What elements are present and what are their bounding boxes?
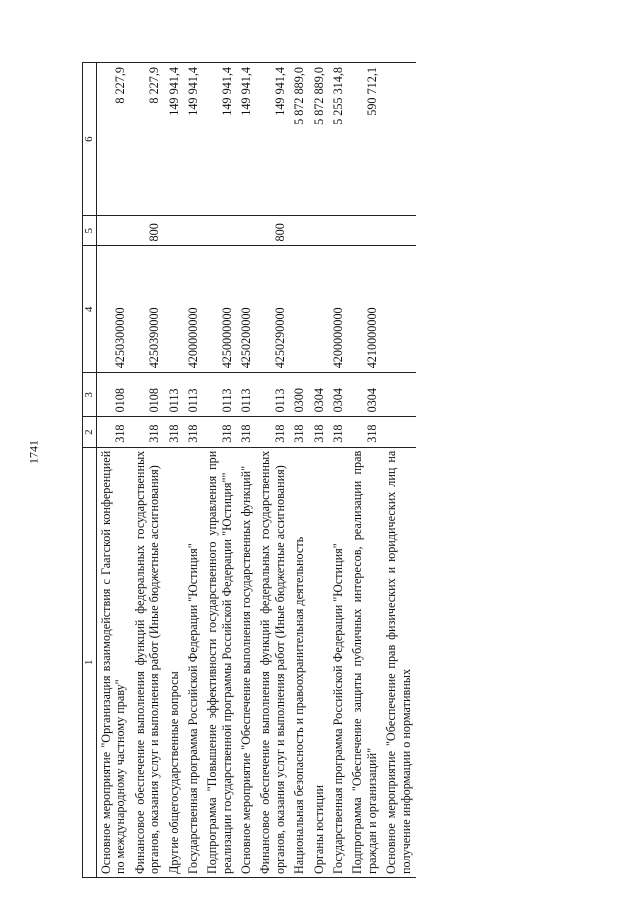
row-target: 4250000000 — [203, 246, 237, 373]
row-code: 318 — [256, 417, 290, 447]
row-amount: 590 712,1 — [348, 63, 382, 216]
row-type — [237, 216, 256, 246]
col-header-5: 5 — [83, 216, 97, 246]
row-name: Государственная программа Российской Федерации "Юстиция" — [329, 447, 348, 877]
row-section: 0113 — [165, 373, 184, 417]
row-target — [165, 246, 184, 373]
row-section: 0108 — [96, 373, 130, 417]
row-amount: 149 941,4 — [237, 63, 256, 216]
budget-table — [82, 62, 416, 878]
row-section: 0304 — [348, 373, 382, 417]
row-amount — [382, 63, 416, 216]
col-header-6: 6 — [83, 63, 97, 216]
row-code: 318 — [96, 417, 130, 447]
table-row — [348, 63, 382, 878]
budget-table-rotated — [82, 62, 580, 878]
row-type — [184, 216, 203, 246]
row-type: 800 — [256, 216, 290, 246]
row-name: Подпрограмма "Обеспечение защиты публичных интересов, реализации прав граждан и организаций" — [348, 447, 382, 877]
row-target: 4250390000 — [131, 246, 165, 373]
row-name: Национальная безопасность и правоохранительная деятельность — [290, 447, 309, 877]
row-name: Государственная программа Российской Федерации "Юстиция" — [184, 447, 203, 877]
row-name: Основное мероприятие "Обеспечение выполнения государственных функций" — [237, 447, 256, 877]
table-row — [329, 63, 348, 878]
row-type — [165, 216, 184, 246]
table-row — [382, 63, 416, 878]
row-code: 318 — [310, 417, 329, 447]
row-target: 4210000000 — [348, 246, 382, 373]
page-number: 1741 — [26, 440, 41, 464]
row-code: 318 — [184, 417, 203, 447]
row-amount: 8 227,9 — [96, 63, 130, 216]
row-section: 0113 — [203, 373, 237, 417]
row-section: 0300 — [290, 373, 309, 417]
row-section: 0304 — [329, 373, 348, 417]
row-amount: 149 941,4 — [184, 63, 203, 216]
row-target: 4200000000 — [184, 246, 203, 373]
row-code: 318 — [237, 417, 256, 447]
row-amount: 5 255 314,8 — [329, 63, 348, 216]
row-code: 318 — [290, 417, 309, 447]
row-section: 0304 — [310, 373, 329, 417]
row-type — [382, 216, 416, 246]
row-type — [96, 216, 130, 246]
table-row — [96, 63, 130, 878]
row-code: 318 — [329, 417, 348, 447]
row-code: 318 — [131, 417, 165, 447]
row-target: 4250290000 — [256, 246, 290, 373]
row-name: Финансовое обеспечение выполнения функций федеральных государственных органов, оказания услуг и выполнения работ (Иные бюджетные ассигнования) — [131, 447, 165, 877]
table-header-row — [83, 63, 97, 878]
row-section: 0113 — [237, 373, 256, 417]
table-row — [256, 63, 290, 878]
row-code: 318 — [165, 417, 184, 447]
row-amount: 149 941,4 — [165, 63, 184, 216]
table-row — [290, 63, 309, 878]
row-code — [382, 417, 416, 447]
table-row — [131, 63, 165, 878]
row-target: 4250300000 — [96, 246, 130, 373]
table-row — [203, 63, 237, 878]
row-amount: 8 227,9 — [131, 63, 165, 216]
table-row — [165, 63, 184, 878]
row-type — [329, 216, 348, 246]
table-row — [237, 63, 256, 878]
row-target: 4250200000 — [237, 246, 256, 373]
col-header-3: 3 — [83, 373, 97, 417]
row-target — [382, 246, 416, 373]
row-name: Подпрограмма "Повышение эффективности государственного управления при реализации государственной программы Российской Федерации "Юстиция"" — [203, 447, 237, 877]
row-section: 0113 — [256, 373, 290, 417]
col-header-2: 2 — [83, 417, 97, 447]
row-name: Другие общегосударственные вопросы — [165, 447, 184, 877]
col-header-4: 4 — [83, 246, 97, 373]
row-type — [290, 216, 309, 246]
row-name: Основное мероприятие "Обеспечение прав физических и юридических лиц на получение информации о нормативных — [382, 447, 416, 877]
row-code: 318 — [203, 417, 237, 447]
row-amount: 149 941,4 — [203, 63, 237, 216]
row-type — [348, 216, 382, 246]
row-amount: 5 872 889,0 — [290, 63, 309, 216]
row-name: Основное мероприятие "Организация взаимодействия с Гаагской конференцией по международному частному праву" — [96, 447, 130, 877]
row-type — [203, 216, 237, 246]
row-name: Финансовое обеспечение выполнения функций федеральных государственных органов, оказания услуг и выполнения работ (Иные бюджетные ассигнования) — [256, 447, 290, 877]
row-section: 0113 — [184, 373, 203, 417]
row-section — [382, 373, 416, 417]
row-name: Органы юстиции — [310, 447, 329, 877]
row-target — [290, 246, 309, 373]
row-target: 4200000000 — [329, 246, 348, 373]
col-header-1: 1 — [83, 447, 97, 877]
table-row — [184, 63, 203, 878]
table-row — [310, 63, 329, 878]
row-amount: 149 941,4 — [256, 63, 290, 216]
row-amount: 5 872 889,0 — [310, 63, 329, 216]
row-type — [310, 216, 329, 246]
row-type: 800 — [131, 216, 165, 246]
row-target — [310, 246, 329, 373]
row-section: 0108 — [131, 373, 165, 417]
row-code: 318 — [348, 417, 382, 447]
